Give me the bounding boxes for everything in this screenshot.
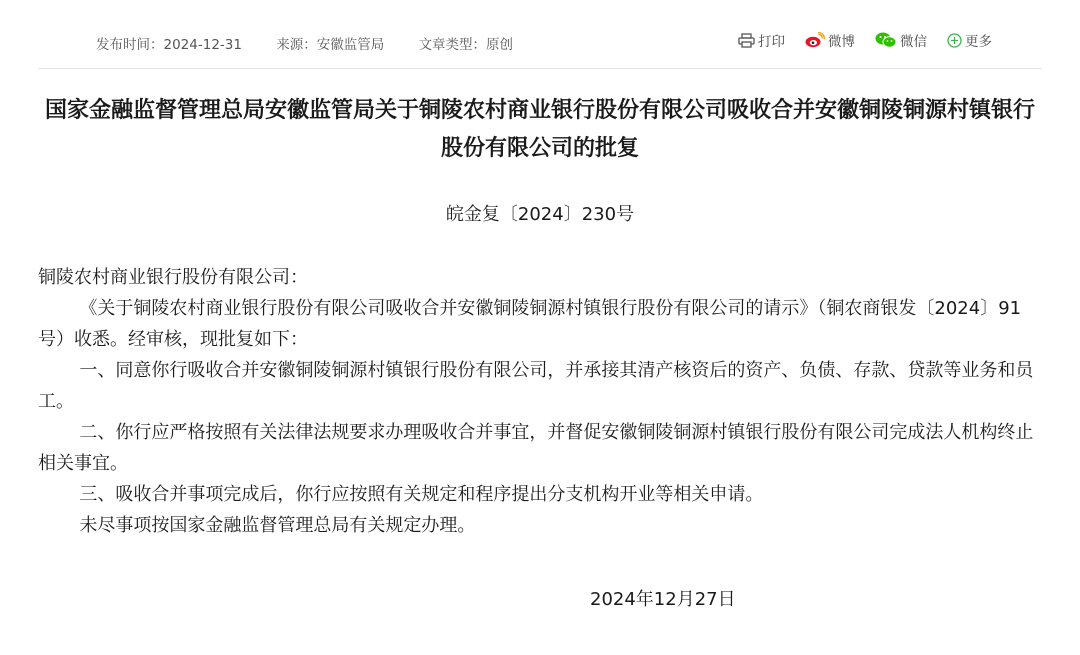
publish-time: 发布时间：2024-12-31 xyxy=(96,37,242,53)
body-paragraph: 《关于铜陵农村商业银行股份有限公司吸收合并安徽铜陵铜源村镇银行股份有限公司的请示》（铜农商银发〔2024〕91号）收悉。经审核，现批复如下： xyxy=(38,298,1022,350)
wechat-icon xyxy=(875,32,897,48)
plus-circle-icon xyxy=(947,33,962,48)
wechat-label: 微信 xyxy=(900,34,927,50)
article-type: 文章类型：原创 xyxy=(418,37,514,53)
more-label: 更多 xyxy=(965,34,992,50)
printer-icon xyxy=(738,33,755,48)
body-paragraph: 未尽事项按国家金融监督管理总局有关规定办理。 xyxy=(79,515,476,536)
print-button[interactable] xyxy=(738,30,785,50)
article-meta-bar xyxy=(38,0,1042,69)
article-meta-info xyxy=(96,33,543,53)
body-paragraph: 二、你行应严格按照有关法律法规要求办理吸收合并事宜，并督促安徽铜陵铜源村镇银行股份有限公司完成法人机构终止相关事宜。 xyxy=(38,422,1034,474)
addressee: 铜陵农村商业银行股份有限公司： xyxy=(38,267,308,288)
weibo-label: 微博 xyxy=(828,34,855,50)
weibo-share-button[interactable] xyxy=(805,30,855,50)
body-paragraph: 一、同意你行吸收合并安徽铜陵铜源村镇银行股份有限公司，并承接其清产核资后的资产、负债、存款、贷款等业务和员工。 xyxy=(38,360,1034,412)
more-share-button[interactable] xyxy=(947,30,992,50)
weibo-icon xyxy=(805,32,825,48)
share-toolbar xyxy=(718,30,992,50)
print-label: 打印 xyxy=(758,34,785,50)
signature-date: 2024年12月27日 xyxy=(590,589,736,610)
document-body xyxy=(38,262,1044,541)
wechat-share-button[interactable] xyxy=(875,30,927,50)
body-paragraph: 三、吸收合并事项完成后，你行应按照有关规定和程序提出分支机构开业等相关申请。 xyxy=(79,484,764,505)
article-source: 来源：安徽监管局 xyxy=(276,37,385,53)
document-title: 国家金融监督管理总局安徽监管局关于铜陵农村商业银行股份有限公司吸收合并安徽铜陵铜源村镇银行股份有限公司的批复 xyxy=(44,98,1035,161)
document-number: 皖金复〔2024〕230号 xyxy=(445,204,635,225)
